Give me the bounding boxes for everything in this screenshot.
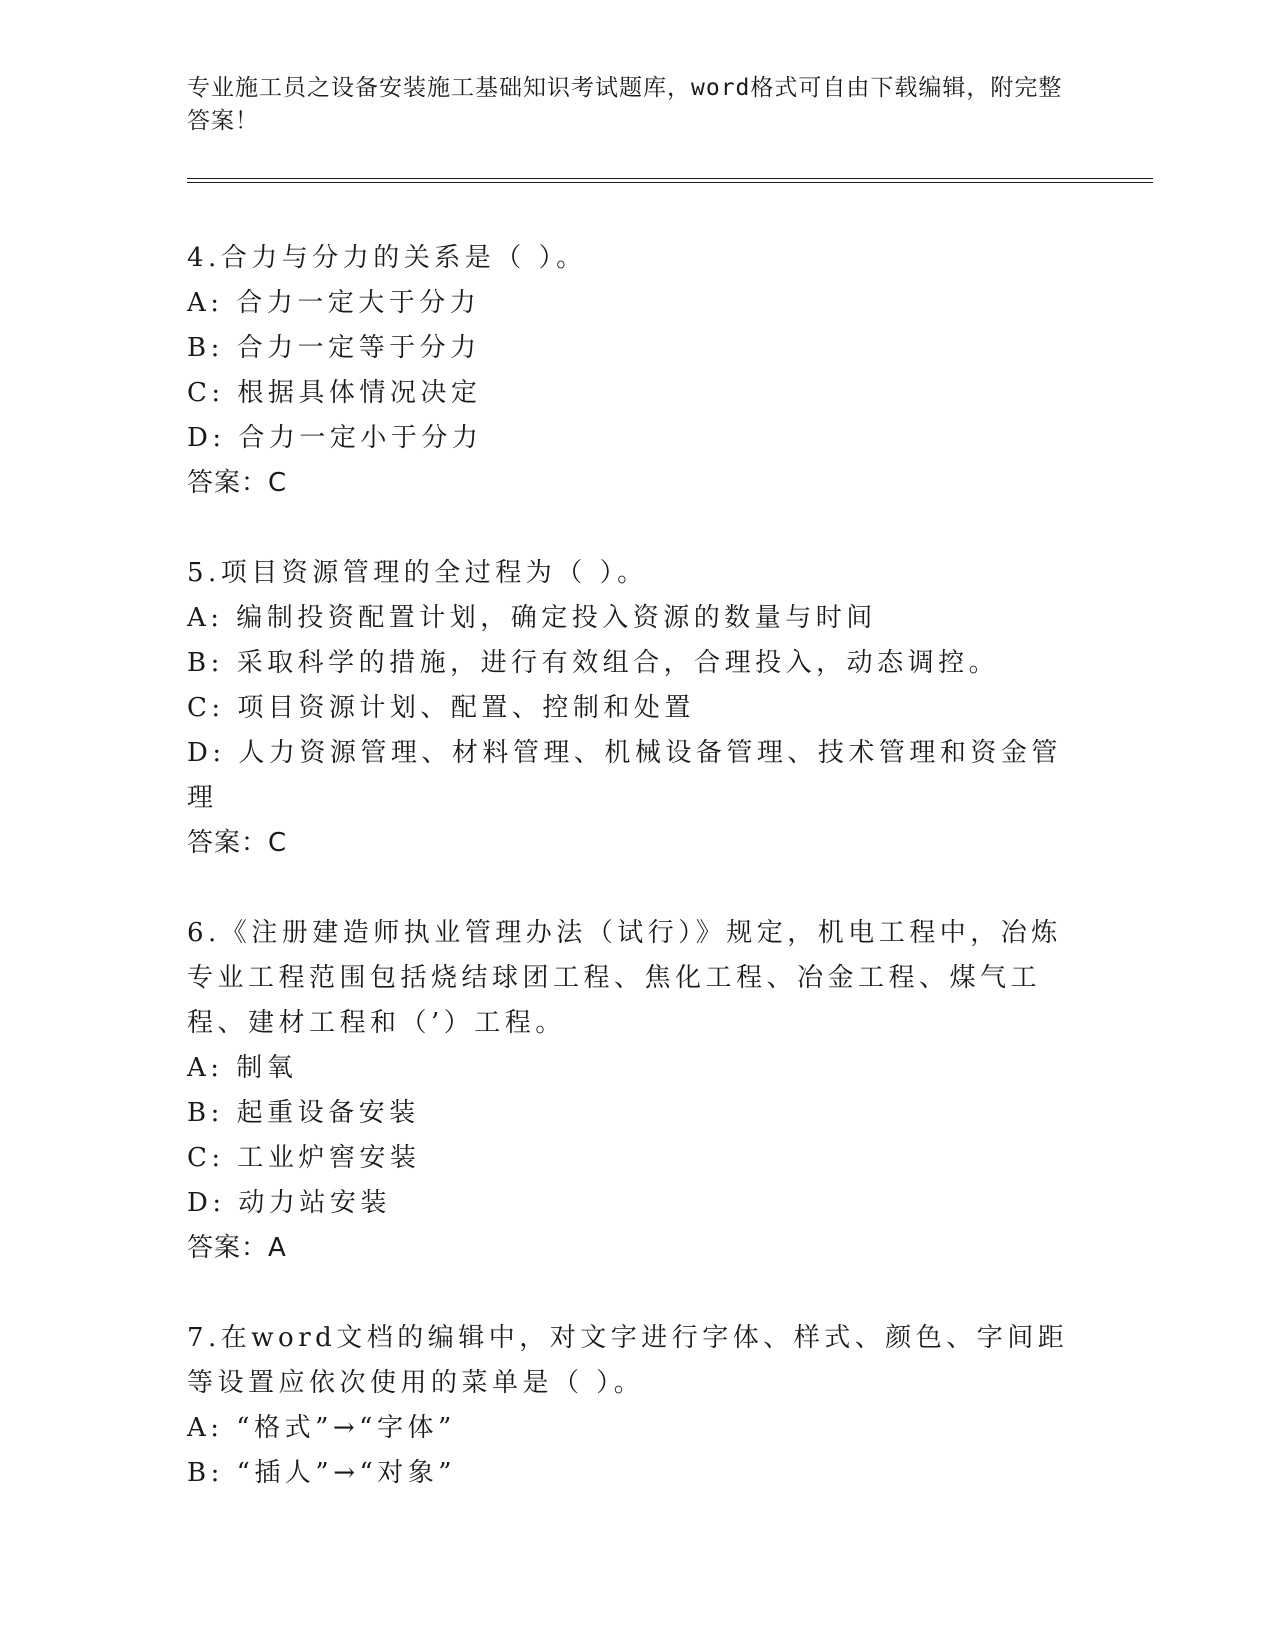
option-a: A: 制氧 <box>187 1053 298 1083</box>
question-5 <box>187 551 1077 866</box>
option-b: B: “插人”→“对象” <box>187 1458 457 1488</box>
answer: 答案：A <box>187 1233 287 1263</box>
question-6 <box>187 911 1077 1271</box>
option-a: A: 编制投资配置计划，确定投入资源的数量与时间 <box>187 603 877 633</box>
option-b: B: 合力一定等于分力 <box>187 333 481 363</box>
option-c: C: 工业炉窖安装 <box>187 1143 421 1173</box>
question-stem: 7.在word文档的编辑中，对文字进行字体、样式、颜色、字间距等设置应依次使用的菜单是（ ）。 <box>187 1323 1069 1398</box>
document-header: 专业施工员之设备安装施工基础知识考试题库，word格式可自由下载编辑，附完整答案！ <box>187 75 1063 134</box>
answer: 答案：C <box>187 468 288 498</box>
question-stem: 5.项目资源管理的全过程为（ ）。 <box>187 558 648 588</box>
option-a: A: “格式”→“字体” <box>187 1413 456 1443</box>
header-divider-top <box>187 178 1153 179</box>
question-stem: 6.《注册建造师执业管理办法（试行）》规定，机电工程中，冶炼专业工程范围包括烧结球团工程、焦化工程、冶金工程、煤气工程、建材工程和（’）工程。 <box>187 918 1062 1038</box>
option-b: B: 起重设备安装 <box>187 1098 420 1128</box>
question-7 <box>187 1316 1077 1496</box>
option-d: D: 合力一定小于分力 <box>187 423 483 453</box>
question-stem: 4.合力与分力的关系是（ ）。 <box>187 243 587 273</box>
option-d: D: 动力站安装 <box>187 1188 391 1218</box>
answer: 答案：C <box>187 828 288 858</box>
option-a: A: 合力一定大于分力 <box>187 288 481 318</box>
option-c: C: 项目资源计划、配置、控制和处置 <box>187 693 695 723</box>
question-4 <box>187 236 1077 506</box>
header-divider-bottom <box>187 182 1153 183</box>
option-d: D: 人力资源管理、材料管理、机械设备管理、技术管理和资金管理 <box>187 738 1062 813</box>
option-c: C: 根据具体情况决定 <box>187 378 482 408</box>
question-list <box>187 236 1077 1541</box>
option-b: B: 采取科学的措施，进行有效组合，合理投入，动态调控。 <box>187 648 1000 678</box>
